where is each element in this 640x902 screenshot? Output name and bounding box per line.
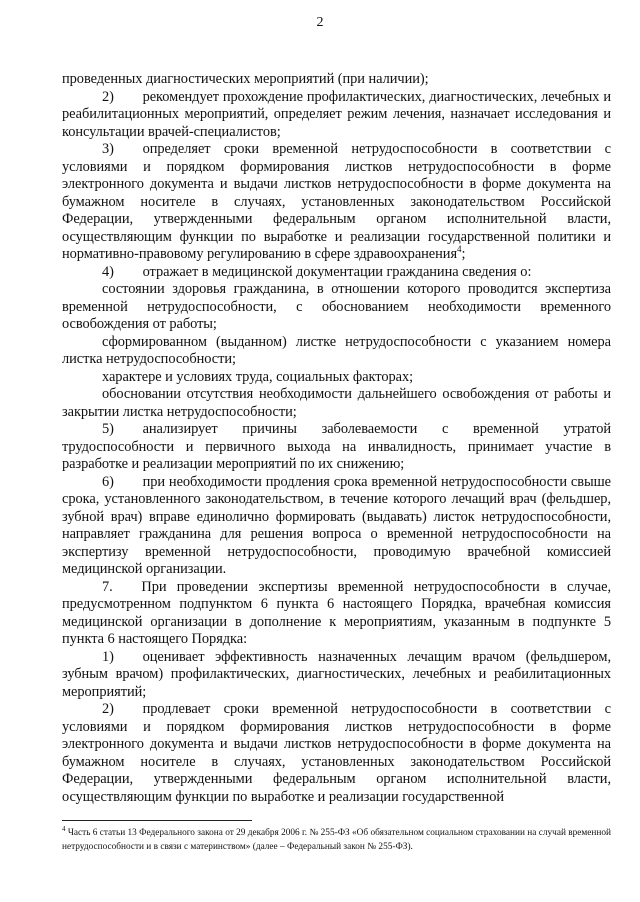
footnote-text: Часть 6 статьи 13 Федерального закона от 29 декабря 2006 г. № 255-ФЗ «Об обязательном социальном страховании на случай временной нетрудоспособности и в связи с материнством» (далее – Федеральный закон № 255-ФЗ). [62,828,611,852]
footnote-mark: 4 [62,824,66,833]
page-number: 2 [316,15,324,30]
paragraph [62,89,611,142]
paragraph [62,386,611,421]
paragraph [62,281,611,334]
paragraph-text: проведенных диагностических мероприятий (при наличии); [62,71,429,87]
paragraph-text: 4) отражает в медицинской документации гражданина сведения о: [102,263,532,280]
footnote [62,824,611,854]
paragraph [62,701,611,806]
paragraph-tail: ; [461,246,466,262]
paragraph [62,579,611,649]
paragraph [62,474,611,579]
paragraph [62,421,611,474]
paragraph-text: 2) продлевает сроки временной нетрудоспособности в соответствии с условиями и порядком формирования листков нетрудоспособности в форме электронного документа и выдачи листков нетрудоспособности в форме документа на бумажном носителе в случаях, установленных законодательством Российской Федерации, утвержденными федеральным органом исполнительной власти, осуществляющим функции по выработке и реализации государственной [62,701,611,805]
paragraph [62,369,611,387]
paragraph-text: обосновании отсутствия необходимости дальнейшего освобождения от работы и закрытии листка нетрудоспособности; [62,386,611,420]
paragraph-text: 5) анализирует причины заболеваемости с временной утратой трудоспособности и первичного выхода на инвалидность, принимает участие в разработке и реализации мероприятий по их снижению; [62,421,611,472]
footnote-reference[interactable]: 4 [457,244,462,255]
paragraph-text: характере и условиях труда, социальных факторах; [102,368,414,385]
footnote-divider [62,820,252,821]
paragraph-text: 3) определяет сроки временной нетрудоспособности в соответствии с условиями и порядком формирования листков нетрудоспособности в форме электронного документа и выдачи листков нетрудоспособности в форме документа на бумажном носителе в случаях, установленных законодательством Российской Федерации, утвержденными федеральным органом исполнительной власти, осуществляющим функции по выработке и реализации государственной политики и нормативно-правовому регулированию в сфере здравоохранения [62,141,611,262]
paragraph [62,71,611,89]
paragraph-text: 2) рекомендует прохождение профилактических, диагностических, лечебных и реабилитационных мероприятий, определяет режим лечения, назначает исследования и консультации врачей-специалистов; [62,88,611,140]
paragraph [62,649,611,702]
paragraph [62,264,611,282]
paragraph-text: 1) оценивает эффективность назначенных лечащим врачом (фельдшером, зубным врачом) профилактических, диагностических, лечебных и реабилитационных мероприятий; [62,648,611,700]
paragraph [62,141,611,264]
paragraph-text: 6) при необходимости продления срока временной нетрудоспособности свыше срока, установленного законодательством, в течение которого лечащий врач (фельдшер, зубной врач) вправе единолично формировать (выдавать) листок нетрудоспособности, направляет гражданина для решения вопроса о временной нетрудоспособности на экспертизу временной нетрудоспособности, проводимую врачебной комиссией медицинской организации. [62,473,611,577]
document-body [62,71,611,806]
paragraph [62,334,611,369]
paragraph-text: 7. При проведении экспертизы временной нетрудоспособности в случае, предусмотренном подпунктом 6 пункта 6 настоящего Порядка, врачебная комиссия медицинской организации в дополнение к мероприятиям, указанным в подпункте 5 пункта 6 настоящего Порядка: [62,578,611,647]
paragraph-text: состоянии здоровья гражданина, в отношении которого проводится экспертиза временной нетрудоспособности, с обоснованием необходимости временного освобождения от работы; [62,281,611,332]
paragraph-text: сформированном (выданном) листке нетрудоспособности с указанием номера листка нетрудоспособности; [62,333,611,367]
